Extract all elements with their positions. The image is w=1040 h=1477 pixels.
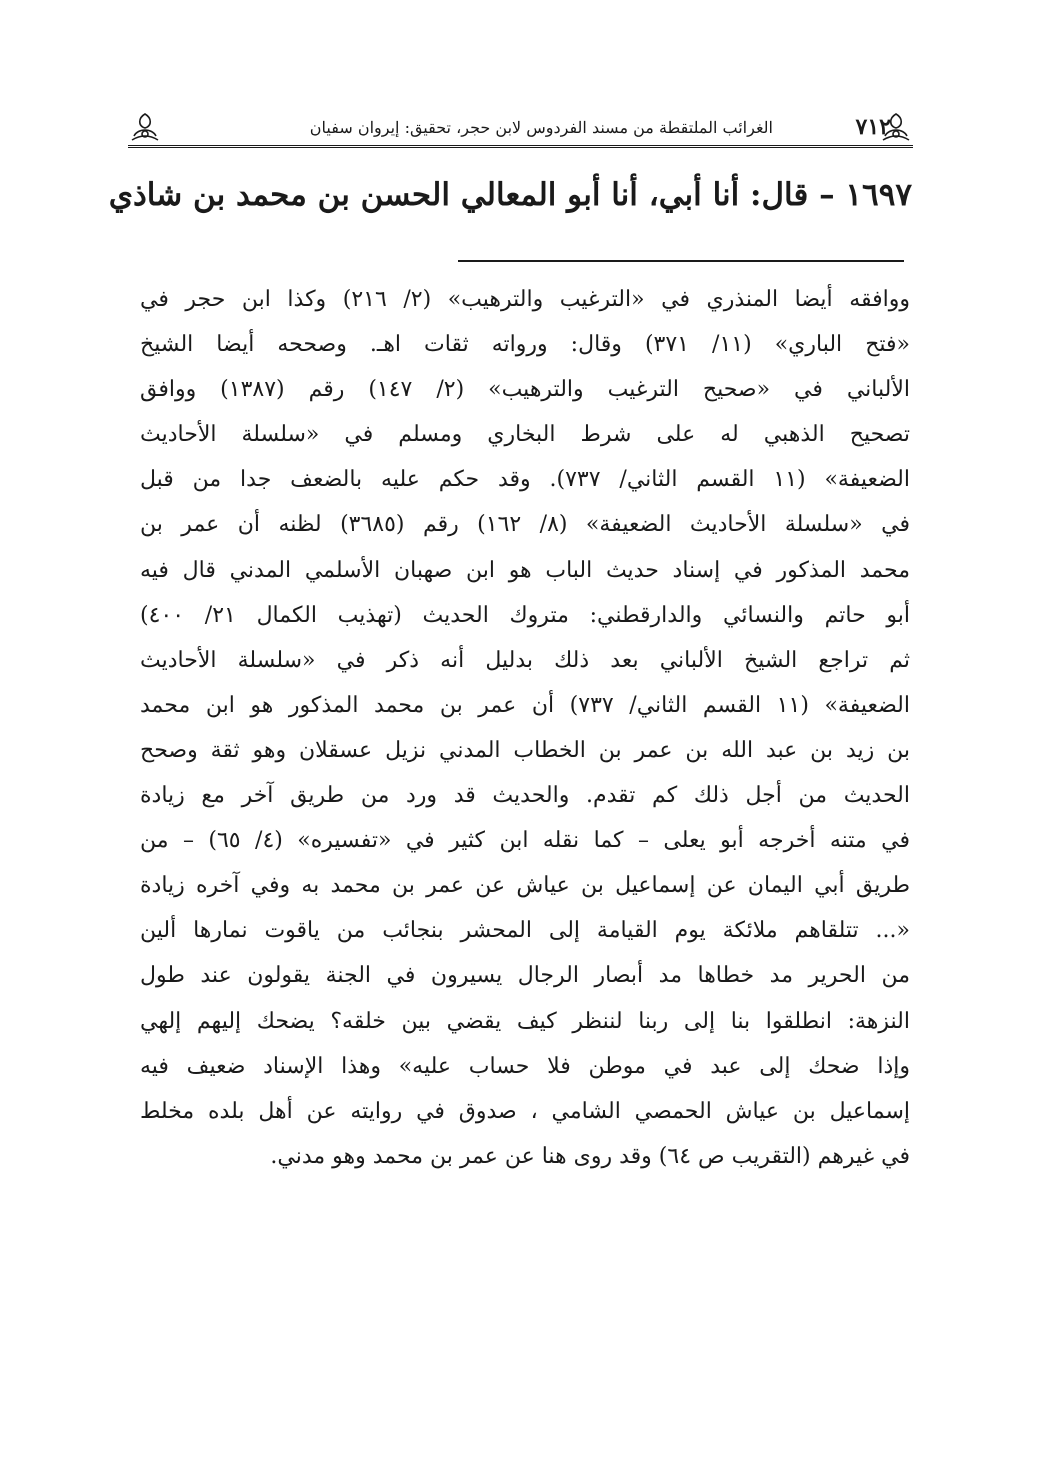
footnote-line: وإذا ضحك إلى عبد في موطن فلا حساب عليه» وهذا الإسناد ضعيف فيه bbox=[140, 1053, 910, 1079]
footnote-line: تصحيح الذهبي له على شرط البخاري ومسلم في «سلسلة الأحاديث bbox=[140, 422, 910, 448]
page-number: ٧١٢ bbox=[855, 114, 891, 140]
footnote-line: في متنه أخرجه أبو يعلى – كما نقله ابن كثير في «تفسيره» (٤/ ٦٥) – من bbox=[140, 828, 910, 854]
floral-ornament-icon bbox=[128, 110, 162, 144]
footnote-line: في «سلسلة الأحاديث الضعيفة» (٨/ ١٦٢) رقم (٣٦٨٥) لظنه أن عمر بن bbox=[140, 512, 910, 538]
hadith-heading: ١٦٩٧ – قال: أنا أبي، أنا أبو المعالي الحسن بن محمد بن شاذي bbox=[108, 177, 912, 213]
running-title: الغرائب الملتقطة من مسند الفردوس لابن حجر، تحقيق: إيروان سفيان bbox=[309, 118, 773, 137]
footnote-line: بن زيد بن عبد الله بن عمر بن الخطاب المدني نزيل عسقلان وهو ثقة وصحح bbox=[140, 737, 910, 763]
footnote-line: «فتح الباري» (١١/ ٣٧١) وقال: ورواته ثقات اهـ. وصححه أيضا الشيخ bbox=[140, 332, 910, 358]
header-rule bbox=[128, 145, 913, 148]
footnote-line: الحديث من أجل ذلك كم تقدم. والحديث قد ورد من طريق آخر مع زيادة bbox=[140, 783, 910, 809]
footnote-line: الضعيفة» (١١ القسم الثاني/ ٧٣٧). وقد حكم عليه بالضعف جدا من قبل bbox=[140, 467, 910, 493]
footnote-line: «... تتلقاهم ملائكة يوم القيامة إلى المحشر بنجائب من ياقوت نمارها ألين bbox=[140, 918, 910, 944]
footnote-separator bbox=[458, 260, 904, 262]
footnote-line: النزهة: انطلقوا بنا إلى ربنا لننظر كيف يقضي بين خلقه؟ يضحك إليهم إلهي bbox=[140, 1008, 910, 1034]
footnote-line: الألباني في «صحيح الترغيب والترهيب» (٢/ ١٤٧) رقم (١٣٨٧) ووافق bbox=[140, 377, 910, 403]
footnote-body bbox=[140, 277, 910, 1179]
running-header bbox=[128, 108, 913, 148]
footnote-line: من الحرير مد خطاها مد أبصار الرجال يسيرون في الجنة يقولون عند طول bbox=[140, 963, 910, 989]
footnote-line: محمد المذكور في إسناد حديث الباب هو ابن صهبان الأسلمي المدني قال فيه bbox=[140, 557, 910, 583]
footnote-line: ثم تراجع الشيخ الألباني بعد ذلك بدليل أنه ذكر في «سلسلة الأحاديث bbox=[140, 647, 910, 673]
footnote-line: ووافقه أيضا المنذري في «الترغيب والترهيب» (٢/ ٢١٦) وكذا ابن حجر في bbox=[140, 287, 910, 312]
footnote-line: في غيرهم (التقريب ص ٦٤) وقد روى هنا عن عمر بن محمد وهو مدني. bbox=[270, 1143, 910, 1169]
footnote-line: الضعيفة» (١١ القسم الثاني/ ٧٣٧) أن عمر بن محمد المذكور هو ابن محمد bbox=[140, 692, 910, 718]
footnote-line: طريق أبي اليمان عن إسماعيل بن عياش عن عمر بن محمد به وفي آخره زيادة bbox=[140, 873, 910, 899]
footnote-line: إسماعيل بن عياش الحمصي الشامي ، صدوق في روايته عن أهل بلده مخلط bbox=[140, 1098, 910, 1124]
footnote-line: أبو حاتم والنسائي والدارقطني: متروك الحديث (تهذيب الكمال ٢١/ ٤٠٠) bbox=[140, 602, 910, 628]
